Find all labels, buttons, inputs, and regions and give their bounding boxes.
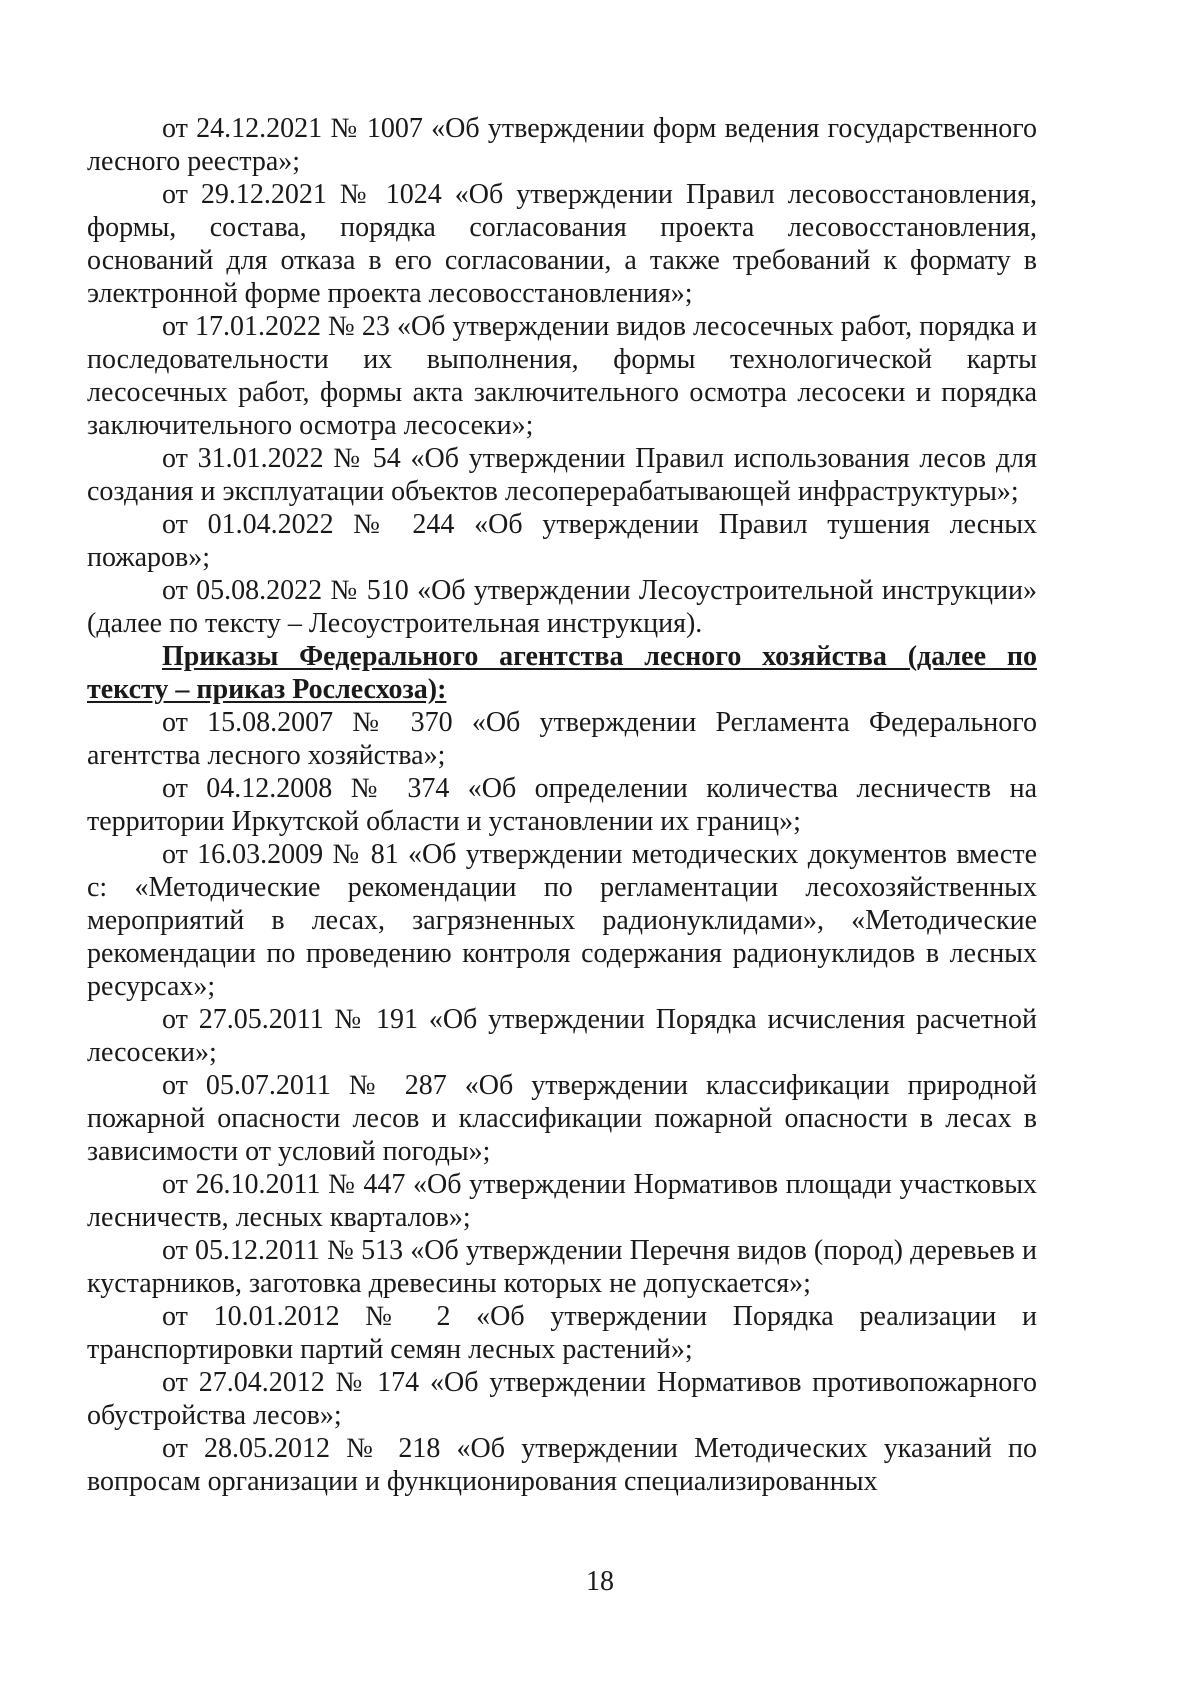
paragraph: от 24.12.2021 № 1007 «Об утверждении форм ведения государственного лесного реестра»;	[87, 113, 1037, 177]
paragraph: от 26.10.2011 № 447 «Об утверждении Нормативов площади участковых лесничеств, лесных кварталов»;	[87, 1169, 1037, 1233]
paragraph: от 16.03.2009 № 81 «Об утверждении методических документов вместе с: «Методические рекомендации по регламентации лесохозяйственных мероприятий в лесах, загрязненных радионуклидами», «Методические рекомендации по проведению контроля содержания радионуклидов в лесных ресурсах»;	[87, 839, 1037, 1002]
document-body	[87, 112, 1037, 1498]
paragraph: от 10.01.2012 № 2 «Об утверждении Порядка реализации и транспортировки партий семян лесных растений»;	[87, 1301, 1037, 1365]
paragraph: от 31.01.2022 № 54 «Об утверждении Правил использования лесов для создания и эксплуатации объектов лесоперерабатывающей инфраструктуры»;	[87, 443, 1037, 507]
paragraph: от 05.12.2011 № 513 «Об утверждении Перечня видов (пород) деревьев и кустарников, заготовка древесины которых не допускается»;	[87, 1235, 1037, 1299]
paragraph: от 27.04.2012 № 174 «Об утверждении Нормативов противопожарного обустройства лесов»;	[87, 1367, 1037, 1431]
paragraph: от 04.12.2008 № 374 «Об определении количества лесничеств на территории Иркутской области и установлении их границ»;	[87, 773, 1037, 837]
paragraph: от 01.04.2022 № 244 «Об утверждении Правил тушения лесных пожаров»;	[87, 509, 1037, 573]
paragraph: от 15.08.2007 № 370 «Об утверждении Регламента Федерального агентства лесного хозяйства»;	[87, 707, 1037, 771]
paragraph: от 17.01.2022 № 23 «Об утверждении видов лесосечных работ, порядка и последовательности их выполнения, формы технологической карты лесосечных работ, формы акта заключительного осмотра лесосеки и порядка заключительного осмотра лесосеки»;	[87, 311, 1037, 441]
section-heading: Приказы Федерального агентства лесного хозяйства (далее по тексту – приказ Рослесхоза):	[87, 641, 1037, 705]
paragraph: от 29.12.2021 № 1024 «Об утверждении Правил лесовосстановления, формы, состава, порядка согласования проекта лесовосстановления, оснований для отказа в его согласовании, а также требований к формату в электронной форме проекта лесовосстановления»;	[87, 179, 1037, 309]
page-number: 18	[586, 1566, 614, 1597]
paragraph: от 28.05.2012 № 218 «Об утверждении Методических указаний по вопросам организации и функционирования специализированных	[87, 1433, 1037, 1497]
paragraph: от 05.08.2022 № 510 «Об утверждении Лесоустроительной инструкции» (далее по тексту – Лесоустроительная инструкция).	[87, 575, 1037, 639]
paragraph: от 05.07.2011 № 287 «Об утверждении классификации природной пожарной опасности лесов и классификации пожарной опасности в лесах в зависимости от условий погоды»;	[87, 1070, 1037, 1167]
paragraph: от 27.05.2011 № 191 «Об утверждении Порядка исчисления расчетной лесосеки»;	[87, 1004, 1037, 1068]
